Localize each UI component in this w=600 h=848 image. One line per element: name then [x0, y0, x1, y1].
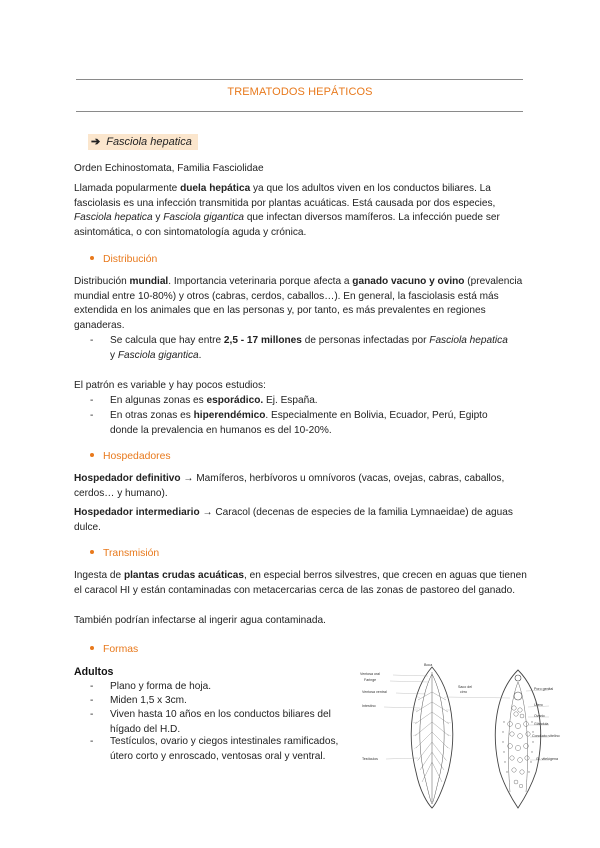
label-ovario: Ovario	[534, 714, 545, 718]
section-hospedadores: Hospedadores	[90, 451, 171, 462]
adultos-heading: Adultos	[74, 666, 114, 678]
distribucion-paragraph: Distribución mundial. Importancia veterinaria porque afecta a ganado vacuno y ovino (prevalencia mundial entre 10-80%) y otros (cabras, cerdos, caballos…). En general, la fasciolasis está más extendida en los animales que en las personas y, por tanto, es más prevalentes en regiones ganaderas.	[74, 276, 523, 331]
label-faringe: Faringe	[364, 678, 377, 682]
species-heading-text: Fasciola hepatica	[106, 136, 192, 148]
arrow-icon: ➔	[91, 136, 101, 148]
bullet-dot-icon	[90, 453, 94, 457]
title-rule	[76, 111, 523, 112]
section-distribucion: Distribución	[90, 254, 157, 265]
label-poro-genital: Poro genital	[534, 687, 554, 691]
label-conducto: Conducto vitelino	[532, 734, 560, 738]
label-intestino: Intestino	[362, 704, 376, 708]
bullet-dot-icon	[90, 256, 94, 260]
top-rule	[76, 79, 523, 80]
intro-paragraph: Llamada popularmente duela hepática ya que los adultos viven en los conductos biliares. La fasciolasis es una infección transmitida por plantas acuáticas. Está causada por dos especies, Fasciola hepatica y Fasciola gigantica que infectan diversos mamíferos. La infección puede ser asintomática, o con sintomatología aguda y crónica.	[74, 183, 500, 238]
hospedador-intermediario: Hospedador intermediario → Caracol (decenas de especies de la familia Lymnaeidae) de aguas dulce.	[74, 507, 513, 533]
transmision-paragraph: Ingesta de plantas crudas acuáticas, en especial berros silvestres, que crecen en aguas que tienen el caracol HI y están contaminadas con metacercarias cerca de las zonas de pastoreo del ganado.	[74, 570, 527, 596]
label-cirro: cirro	[460, 690, 467, 694]
label-ventosa-oral: Ventosa oral	[360, 672, 380, 676]
label-boca: Boca	[424, 663, 433, 667]
orden-line: Orden Echinostomata, Familia Fasciolidae	[74, 163, 264, 174]
hospedador-definitivo: Hospedador definitivo → Mamíferos, herbívoros u omnívoros (vacas, ovejas, cabras, caballos, cerdos… y humano).	[74, 473, 505, 499]
bullet-dot-icon	[90, 550, 94, 554]
page-title: TREMATODOS HEPÁTICOS	[227, 86, 373, 98]
fasciola-anatomy-figure	[360, 662, 572, 810]
section-transmision: Transmisión	[90, 548, 159, 559]
patron-line: El patrón es variable y hay pocos estudios:	[74, 380, 266, 391]
label-glandulas-vitelinas: Gl. vitelógena	[536, 757, 558, 761]
bullet-dot-icon	[90, 646, 94, 650]
label-glandula: Glándula	[534, 722, 549, 726]
document-page: TREMATODOS HEPÁTICOS ➔ Fasciola hepatica Orden Echinostomata, Familia Fasciolidae Llamada popularmente duela hepática ya que los adultos viven en los conductos biliares. La fasciolasis es una infección transmitida por plantas acuáticas. Está causada por dos especies, Fasciola hepatica y Fasciola gigantica que infectan diversos mamíferos. La infección puede ser asintomática, o con sintomatología aguda y crónica. Distribución Distribución mundial. Importancia veterinaria porque afecta a ganado vacuno y ovino (prevalencia mundial entre 10-80%) y otros (cabras, cerdos, caballos…). En general, la fasciolasis está más extendida en los animales que en las personas y, por tanto, es más prevalentes en regiones ganaderas. - Se calcula que hay entre 2,5 - 17 millones de personas infectadas por Fasciola hepatica y Fasciola gigantica. El patrón es variable y hay pocos estudios: - En algunas zonas es esporádico. Ej. España. - En otras zonas es hiperendémico. Especialmente en Bolivia, Ecuador, Perú, Egipto donde la prevalencia en humanos es del 10-20%. Hospedadores Hospedador definitivo → Mamíferos, herbívoros u omnívoros (vacas, ovejas, cabras, caballos, cerdos… y humano). Hospedador intermediario → Caracol (decenas de especies de la familia Lymnaeidae) de aguas dulce. Transmisión Ingesta de plantas crudas acuáticas, en especial berros silvestres, que crecen en aguas que tienen el caracol HI y están contaminadas con metacercarias cerca de las zonas de pastoreo del ganado. También podrían infectarse al ingerir agua contaminada. Formas Adultos - Plano y forma de hoja. - Miden 1,5 x 3cm. - Viven hasta 10 años en los conductos biliares del hígado del H.D. - Testículos, ovario y ciegos intestinales ramificados, útero corto y enroscado, ventosas oral y ventral. Ventosa oral Faringe Ventosa ventral Intestino Testículos Boca Saco del cirro Poro genital Útero Ovario Glándula Conducto vitelino Gl. vitelógena	[0, 0, 600, 848]
section-formas: Formas	[90, 644, 138, 655]
label-saco-del: Saco del	[458, 685, 472, 689]
label-testiculos: Testículos	[362, 757, 378, 761]
label-utero: Útero	[534, 703, 543, 707]
transmision-agua: También podrían infectarse al ingerir agua contaminada.	[74, 615, 326, 626]
species-heading	[88, 134, 198, 150]
label-ventosa-ventral: Ventosa ventral	[362, 690, 387, 694]
